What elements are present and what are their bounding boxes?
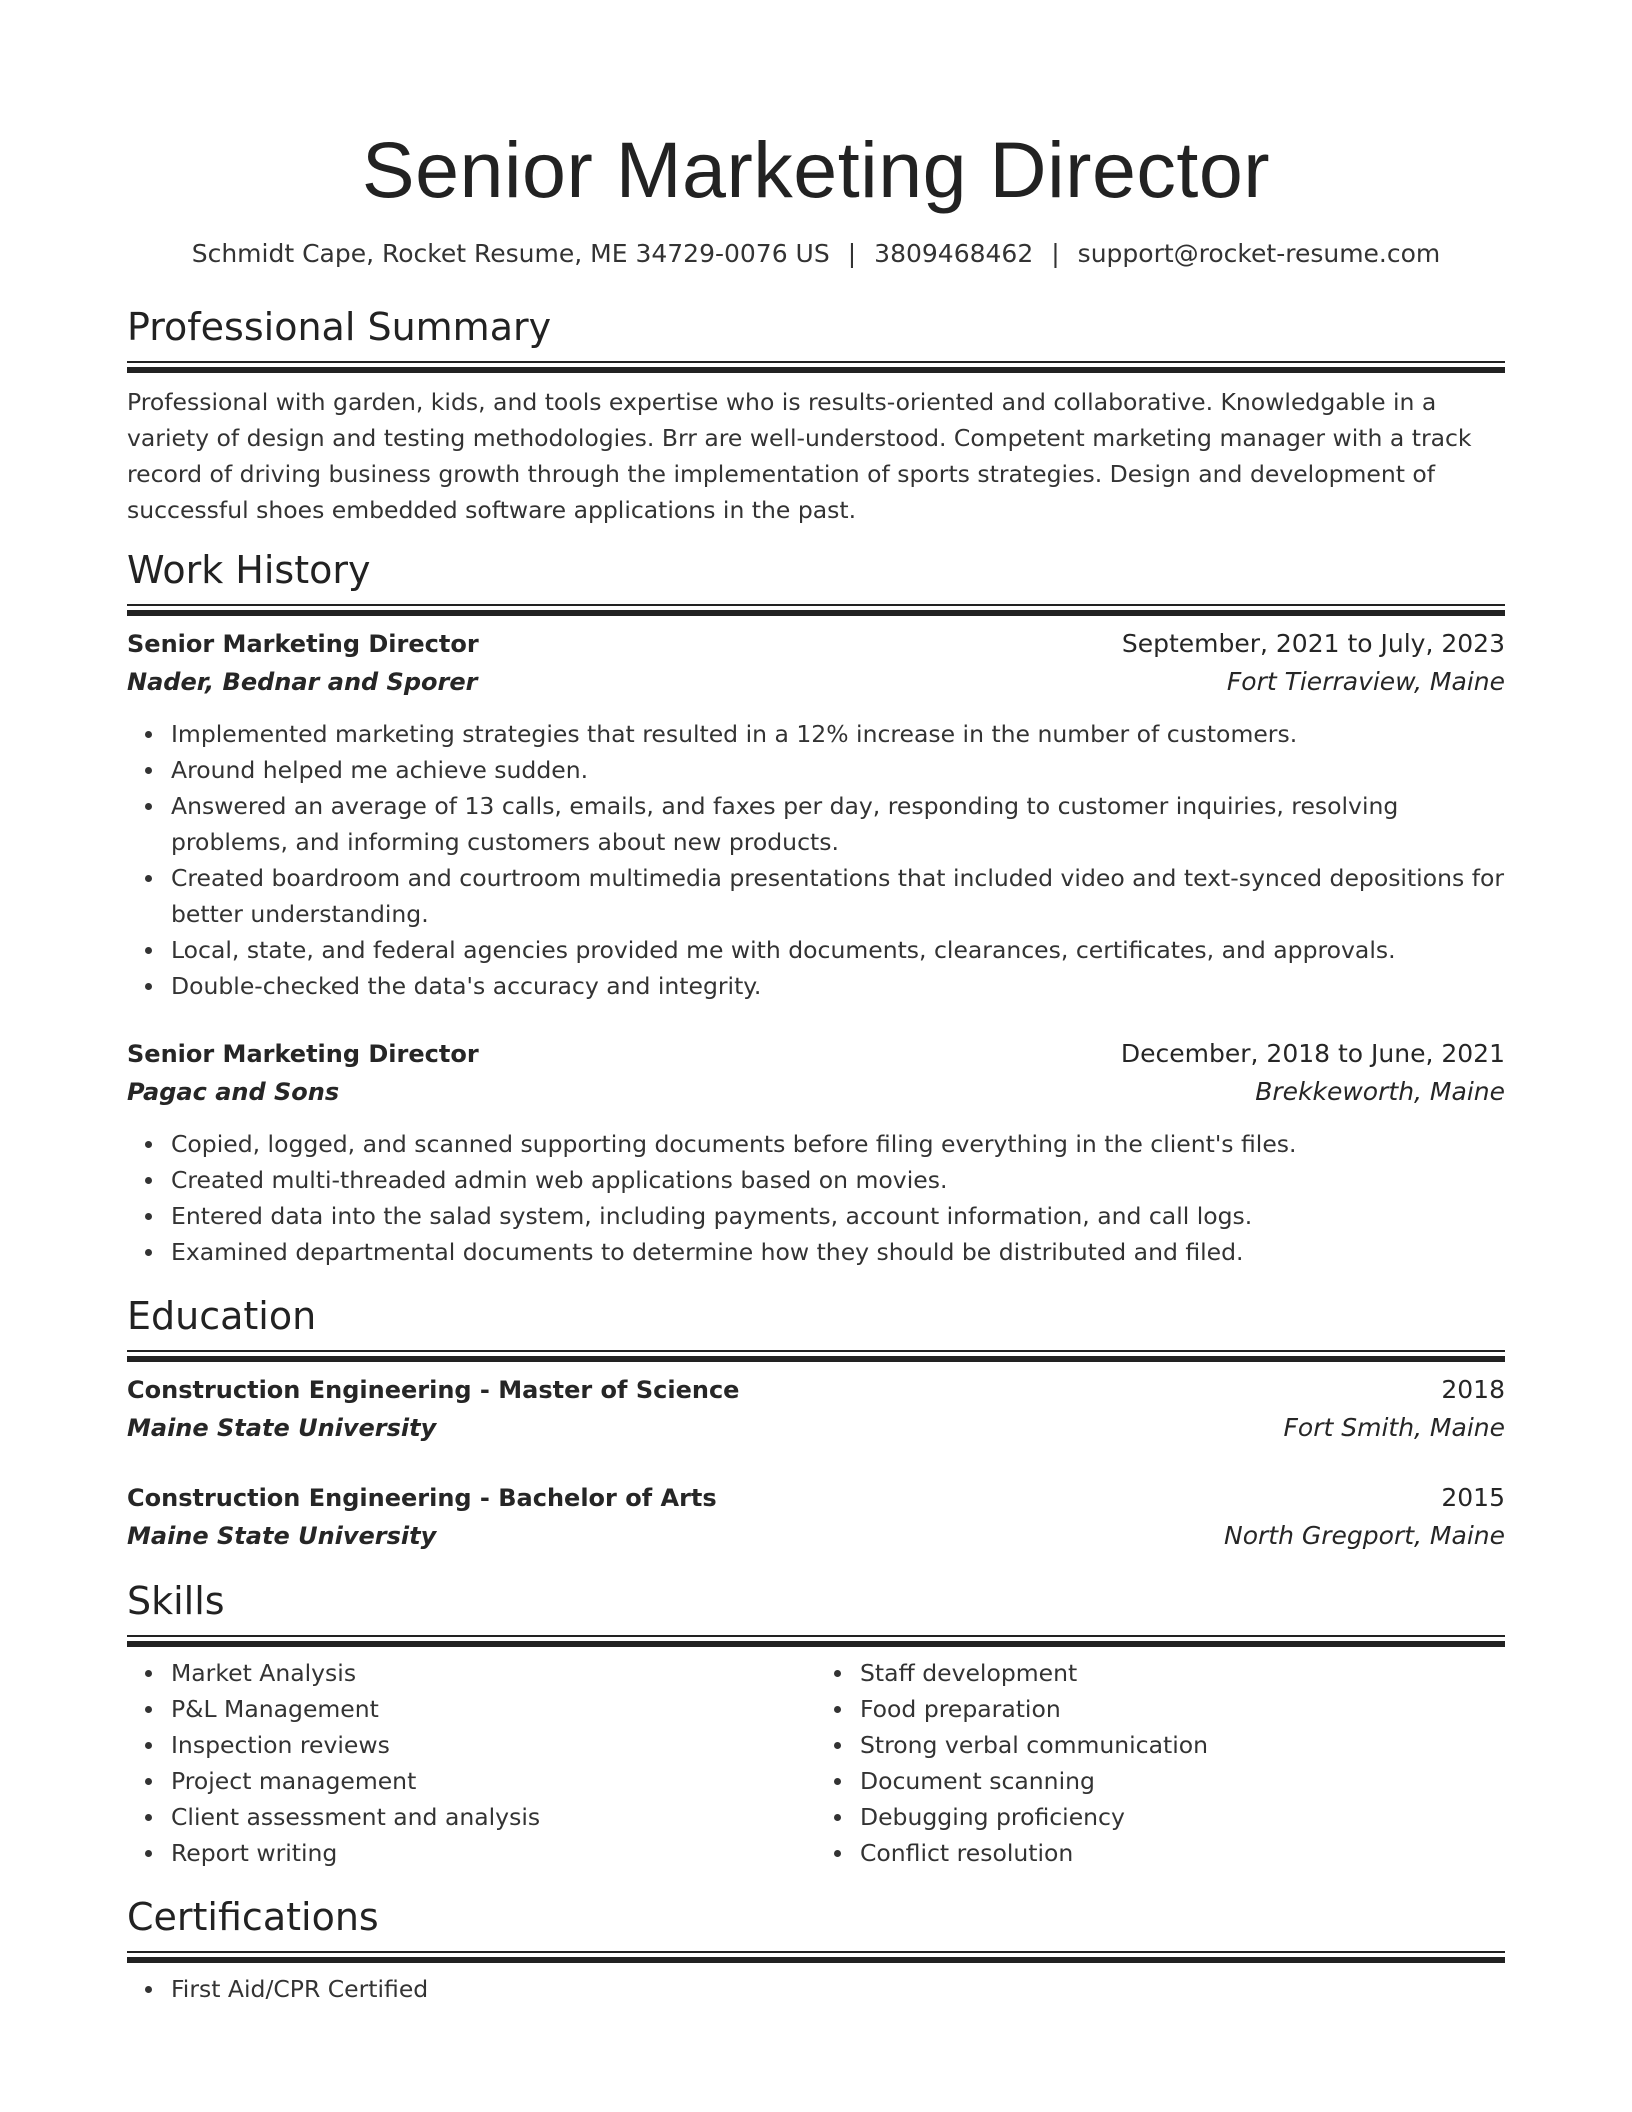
certification-item: First Aid/CPR Certified	[171, 1971, 1505, 2007]
education-header-row	[127, 1479, 1505, 1517]
section-heading-certifications: Certifications	[127, 1895, 379, 1939]
summary-text: Professional with garden, kids, and tools expertise who is results-oriented and collaborative. Knowledgable in a variety of design and testing methodologies. Brr are well-understood. Competent marketing manager with a track record of driving business growth through the implementation of sports strategies. Design and development of successful shoes embedded software applications in the past.	[127, 388, 1472, 524]
section-heading-skills: Skills	[127, 1579, 225, 1623]
skills-section	[127, 1577, 1505, 1871]
job-company-row	[127, 1073, 1505, 1111]
work-section	[127, 546, 1505, 1270]
skill-item: Food preparation	[860, 1691, 1505, 1727]
section-heading-summary: Professional Summary	[127, 305, 552, 349]
job-title: Senior Marketing Director	[127, 630, 479, 658]
list-item: Copied, logged, and scanned supporting documents before filing everything in the client's files.	[171, 1126, 1505, 1162]
list-item: Created multi-threaded admin web applications based on movies.	[171, 1162, 1505, 1198]
list-item: Implemented marketing strategies that resulted in a 12% increase in the number of customers.	[171, 716, 1505, 752]
education-degree: Construction Engineering - Bachelor of Arts	[127, 1484, 717, 1512]
skill-item: P&L Management	[171, 1691, 816, 1727]
education-school-row	[127, 1409, 1505, 1447]
job-bullets	[127, 1126, 1505, 1270]
section-divider	[127, 1951, 1505, 1965]
education-year: 2018	[1441, 1375, 1505, 1404]
job-title: Senior Marketing Director	[127, 1040, 479, 1068]
education-section	[127, 1292, 1505, 1555]
job-company: Nader, Bednar and Sporer	[127, 668, 478, 696]
education-degree: Construction Engineering - Master of Science	[127, 1376, 740, 1404]
section-heading-education: Education	[127, 1294, 317, 1338]
job-entry	[127, 625, 1505, 1004]
education-year: 2015	[1441, 1483, 1505, 1512]
education-entry	[127, 1479, 1505, 1555]
job-location: Brekkeworth, Maine	[1255, 1077, 1505, 1106]
job-dates: December, 2018 to June, 2021	[1120, 1039, 1505, 1068]
list-item: Examined departmental documents to determine how they should be distributed and filed.	[171, 1234, 1505, 1270]
section-heading-work: Work History	[127, 548, 371, 592]
job-header-row	[127, 625, 1505, 663]
resume-title: Senior Marketing Director	[361, 125, 1271, 214]
skill-item: Report writing	[171, 1835, 816, 1871]
list-item: Double-checked the data's accuracy and integrity.	[171, 968, 1505, 1004]
skill-item: Project management	[171, 1763, 816, 1799]
skill-item: Strong verbal communication	[860, 1727, 1505, 1763]
contact-separator: |	[1051, 239, 1060, 268]
certifications-section	[127, 1893, 1505, 2007]
job-location: Fort Tierraview, Maine	[1226, 667, 1505, 696]
education-school: Maine State University	[127, 1522, 437, 1550]
certifications-list	[127, 1971, 1505, 2007]
job-bullets	[127, 716, 1505, 1004]
education-school-row	[127, 1517, 1505, 1555]
list-item: Entered data into the salad system, including payments, account information, and call logs.	[171, 1198, 1505, 1234]
contact-phone: 3809468462	[874, 239, 1034, 268]
skill-item: Conflict resolution	[860, 1835, 1505, 1871]
education-header-row	[127, 1371, 1505, 1409]
section-divider	[127, 361, 1505, 375]
skills-columns	[127, 1655, 1505, 1871]
section-divider	[127, 1635, 1505, 1649]
job-header-row	[127, 1035, 1505, 1073]
list-item: Around helped me achieve sudden.	[171, 752, 1505, 788]
section-divider	[127, 1350, 1505, 1364]
education-school: Maine State University	[127, 1414, 437, 1442]
summary-section	[127, 303, 1505, 528]
education-entry	[127, 1371, 1505, 1447]
job-dates: September, 2021 to July, 2023	[1121, 629, 1505, 658]
job-company: Pagac and Sons	[127, 1078, 340, 1106]
skills-list-right	[816, 1655, 1505, 1871]
list-item: Answered an average of 13 calls, emails, and faxes per day, responding to customer inquiries, resolving problems, and informing customers about new products.	[171, 788, 1505, 860]
job-entry	[127, 1035, 1505, 1270]
section-divider	[127, 604, 1505, 618]
contact-line	[127, 238, 1505, 270]
skill-item: Client assessment and analysis	[171, 1799, 816, 1835]
contact-email: support@rocket-resume.com	[1077, 239, 1441, 268]
skill-item: Inspection reviews	[171, 1727, 816, 1763]
contact-address: Schmidt Cape, Rocket Resume, ME 34729-0076 US	[191, 239, 830, 268]
skills-list-left	[127, 1655, 816, 1871]
education-location: North Gregport, Maine	[1224, 1521, 1505, 1550]
education-location: Fort Smith, Maine	[1283, 1413, 1505, 1442]
skill-item: Staff development	[860, 1655, 1505, 1691]
skill-item: Market Analysis	[171, 1655, 816, 1691]
job-company-row	[127, 663, 1505, 701]
contact-separator: |	[847, 239, 857, 268]
skill-item: Document scanning	[860, 1763, 1505, 1799]
list-item: Local, state, and federal agencies provided me with documents, clearances, certificates, and approvals.	[171, 932, 1505, 968]
skill-item: Debugging proficiency	[860, 1799, 1505, 1835]
list-item: Created boardroom and courtroom multimedia presentations that included video and text-synced depositions for better understanding.	[171, 860, 1505, 932]
